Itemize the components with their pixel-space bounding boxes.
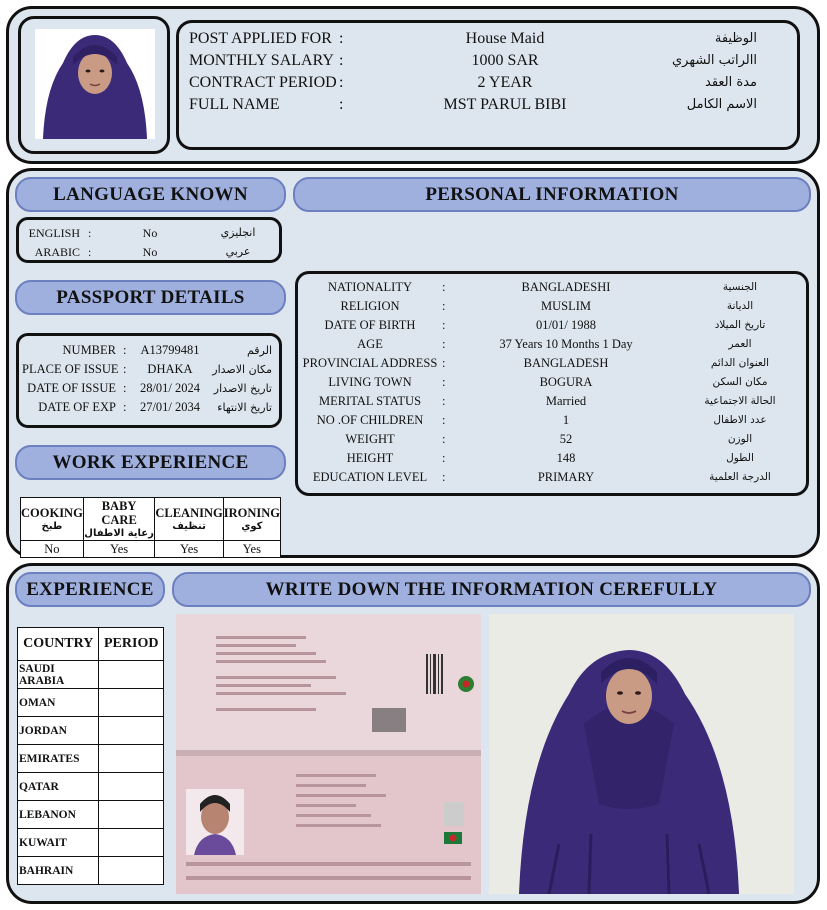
personal-label: WEIGHT [345, 432, 395, 446]
country-period [99, 801, 164, 829]
personal-colon: : [442, 470, 446, 484]
passport-label: PLACE OF ISSUE [22, 362, 119, 376]
header-label: MONTHLY SALARY [189, 52, 334, 69]
personal-label: DATE OF BIRTH [324, 318, 416, 332]
header-value: MST PARUL BIBI [443, 96, 567, 113]
personal-value: 148 [556, 451, 576, 465]
passport-details-heading: PASSPORT DETAILS [15, 280, 286, 315]
personal-arabic: عدد الاطفال [713, 414, 767, 426]
photo-frame [18, 16, 170, 154]
personal-arabic: الجنسية [722, 281, 758, 293]
personal-value: PRIMARY [537, 470, 595, 484]
personal-label: PROVINCIAL ADDRESS [302, 356, 438, 370]
passport-arabic: مكان الاصدار [212, 363, 272, 376]
personal-value: 37 Years 10 Months 1 Day [499, 337, 633, 351]
header-arabic: مدة العقد [705, 75, 757, 90]
personal-colon: : [442, 432, 446, 446]
country-row [18, 745, 164, 773]
experience-heading: EXPERIENCE [15, 572, 165, 607]
language-colon: : [88, 245, 92, 259]
passport-arabic: تاريخ الانتهاء [217, 401, 272, 414]
personal-arabic: الدرجة العلمية [709, 471, 771, 483]
personal-colon: : [442, 451, 446, 465]
country-name: QATAR [18, 773, 99, 801]
language-value: No [142, 245, 158, 259]
header-colon: : [339, 30, 344, 47]
country-period [99, 745, 164, 773]
personal-label: LIVING TOWN [328, 375, 412, 389]
country-name: BAHRAIN [18, 857, 99, 885]
header-value: House Maid [465, 30, 545, 47]
country-period [99, 857, 164, 885]
passport-arabic: تاريخ الاصدار [213, 382, 272, 395]
country-name: JORDAN [18, 717, 99, 745]
personal-value: MUSLIM [540, 299, 591, 313]
personal-label: EDUCATION LEVEL [312, 470, 428, 484]
work-skill-header [155, 498, 223, 541]
work-skill-en: CLEANING [155, 506, 223, 521]
personal-arabic: العمر [728, 338, 752, 350]
country-period [99, 773, 164, 801]
work-header-row [21, 498, 281, 541]
personal-label: AGE [357, 337, 383, 351]
work-skill-en: IRONING [223, 506, 280, 521]
country-row [18, 773, 164, 801]
country-name: KUWAIT [18, 829, 99, 857]
country-period [99, 689, 164, 717]
country-row [18, 717, 164, 745]
work-experience-table [20, 497, 281, 558]
personal-arabic: الديانة [726, 300, 754, 312]
personal-value: 01/01/ 1988 [535, 318, 597, 332]
passport-colon: : [123, 362, 127, 376]
header-label: FULL NAME [189, 96, 280, 113]
work-experience-heading: WORK EXPERIENCE [15, 445, 286, 480]
country-name: LEBANON [18, 801, 99, 829]
passport-arabic: الرقم [246, 344, 272, 357]
passport-value: 28/01/ 2024 [139, 381, 201, 395]
country-name: OMAN [18, 689, 99, 717]
personal-label: RELIGION [340, 299, 400, 313]
personal-value: BOGURA [539, 375, 593, 389]
passport-value: DHAKA [147, 362, 193, 376]
header-value: 2 YEAR [477, 74, 533, 91]
header-arabic: الوظيفة [714, 31, 757, 46]
work-skill-header [83, 498, 155, 541]
applicant-full-photo [489, 614, 794, 894]
language-arabic: انجليزي [220, 226, 256, 239]
write-down-notice: WRITE DOWN THE INFORMATION CEREFULLY [172, 572, 811, 607]
personal-label: NATIONALITY [327, 280, 412, 294]
personal-value: Married [545, 394, 587, 408]
work-skill-en: COOKING [21, 506, 83, 521]
header-arabic: الاسم الكامل [686, 97, 757, 112]
passport-label: DATE OF ISSUE [27, 381, 116, 395]
passport-colon: : [123, 381, 127, 395]
personal-information-heading: PERSONAL INFORMATION [293, 177, 811, 212]
applicant-portrait [35, 29, 155, 139]
language-label: ARABIC [34, 245, 80, 259]
country-row [18, 857, 164, 885]
country-row [18, 689, 164, 717]
country-column-header: COUNTRY [18, 628, 99, 661]
personal-colon: : [442, 356, 446, 370]
personal-arabic: الحالة الاجتماعية [704, 395, 776, 407]
country-period [99, 661, 164, 689]
passport-value: 27/01/ 2034 [139, 400, 201, 414]
work-skill-ar: كوي [241, 520, 263, 532]
personal-value: 1 [562, 413, 570, 427]
personal-arabic: تاريخ الميلاد [714, 319, 766, 331]
work-skill-ar: تنظيف [172, 520, 206, 532]
country-row [18, 829, 164, 857]
language-known-heading: LANGUAGE KNOWN [15, 177, 286, 212]
header-colon: : [339, 96, 344, 113]
personal-arabic: الطول [726, 452, 754, 464]
work-skill-value: Yes [83, 541, 155, 558]
header-colon: : [339, 52, 344, 69]
personal-arabic: العنوان الدائم [710, 357, 770, 369]
personal-colon: : [442, 375, 446, 389]
personal-value: 52 [559, 432, 573, 446]
personal-arabic: مكان السكن [712, 376, 768, 388]
personal-colon: : [442, 394, 446, 408]
header-arabic: االراتب الشهري [672, 53, 757, 68]
country-row [18, 661, 164, 689]
country-name: EMIRATES [18, 745, 99, 773]
passport-scan-image [176, 614, 481, 894]
country-period [99, 717, 164, 745]
personal-colon: : [442, 413, 446, 427]
country-period [99, 829, 164, 857]
passport-label: DATE OF EXP [38, 400, 116, 414]
personal-colon: : [442, 299, 446, 313]
work-skill-value: Yes [223, 541, 280, 558]
country-row [18, 801, 164, 829]
header-value: 1000 SAR [471, 52, 539, 69]
passport-value: A13799481 [140, 343, 200, 357]
language-colon: : [88, 226, 92, 240]
personal-colon: : [442, 337, 446, 351]
language-value: No [142, 226, 158, 240]
work-skill-header [223, 498, 280, 541]
work-skill-ar: رعاية الاطفال [84, 527, 154, 539]
passport-label: NUMBER [62, 343, 116, 357]
passport-colon: : [123, 400, 127, 414]
personal-label: HEIGHT [346, 451, 394, 465]
personal-colon: : [442, 280, 446, 294]
work-skill-en: BABY CARE [101, 499, 137, 528]
work-skill-header [21, 498, 84, 541]
personal-value: BANGLADESHI [521, 280, 611, 294]
passport-colon: : [123, 343, 127, 357]
header-label: POST APPLIED FOR [189, 30, 332, 47]
language-arabic: عربي [225, 245, 251, 258]
country-experience-table [17, 627, 164, 885]
country-name: SAUDI ARABIA [18, 661, 99, 689]
personal-colon: : [442, 318, 446, 332]
work-value-row [21, 541, 281, 558]
personal-label: MERITAL STATUS [318, 394, 422, 408]
work-skill-ar: طبخ [41, 520, 63, 532]
header-label: CONTRACT PERIOD [189, 74, 337, 91]
period-column-header: PERIOD [99, 628, 164, 661]
work-skill-value: Yes [155, 541, 223, 558]
work-skill-value: No [21, 541, 84, 558]
personal-arabic: الوزن [727, 433, 753, 445]
personal-label: NO .OF CHILDREN [316, 413, 424, 427]
personal-value: BANGLADESH [523, 356, 609, 370]
language-label: ENGLISH [28, 226, 80, 240]
header-colon: : [339, 74, 344, 91]
